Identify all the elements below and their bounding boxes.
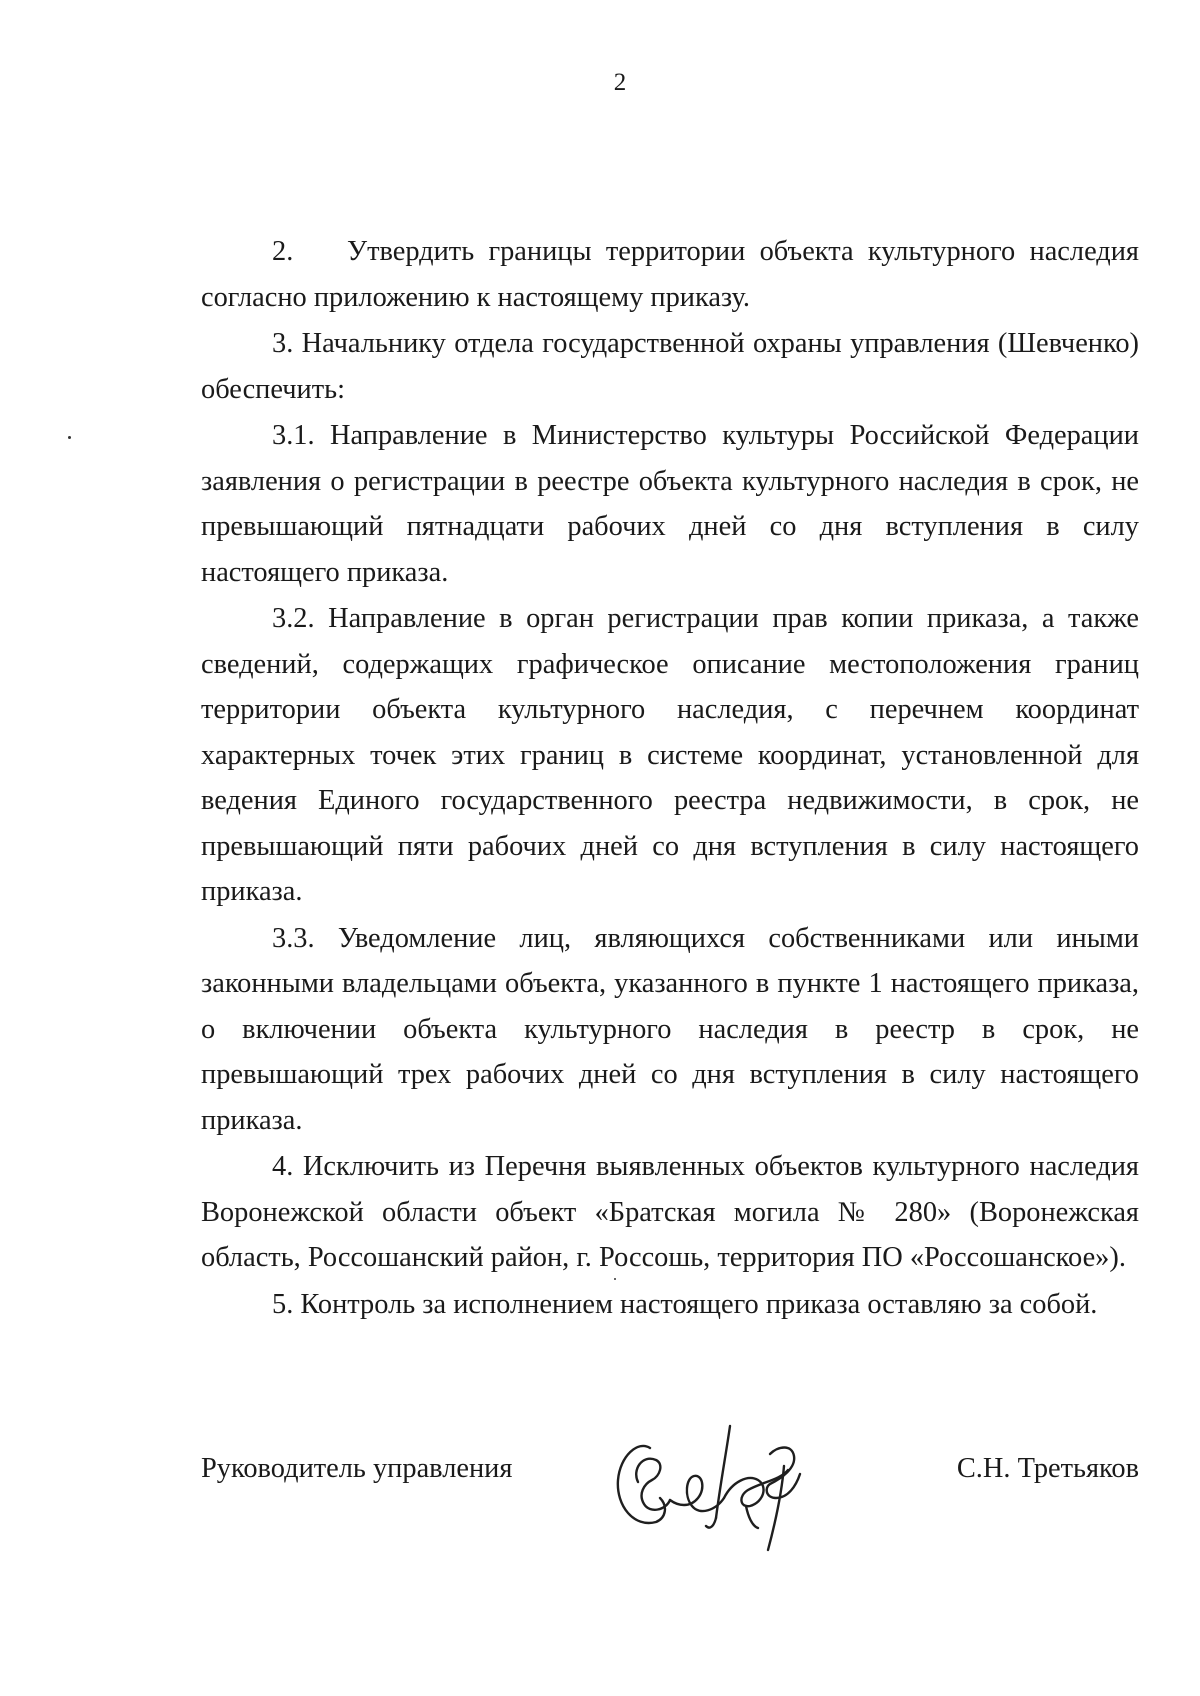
paragraph-5: 5. Контроль за исполнением настоящего приказа оставляю за собой. (272, 1288, 1098, 1320)
paragraph-2-text: Утвердить границы территории объекта культурного наследия согласно приложению к настоящему приказу. (201, 236, 1139, 313)
paragraph-2 (201, 229, 1139, 320)
signatory-position: Руководитель управления (201, 1453, 513, 1484)
paragraph-3-1: 3.1. Направление в Министерство культуры Российской Федерации заявления о регистрации в реестре объекта культурного наследия в срок, не превышающий пятнадцати рабочих дней со дня вступления в силу настоящего приказа. (201, 420, 1139, 588)
scan-speck (68, 436, 71, 439)
signatory-name: С.Н. Третьяков (956, 1453, 1139, 1484)
paragraph-3: 3. Начальнику отдела государственной охраны управления (Шевченко) обеспечить: (201, 328, 1139, 405)
order-body (201, 229, 1139, 1328)
scan-speck (614, 1278, 616, 1280)
paragraph-3-2: 3.2. Направление в орган регистрации прав копии приказа, а также сведений, содержащих графическое описание местоположения границ территории объекта культурного наследия, с перечнем координат характерных точек этих границ в системе координат, установленной для ведения Единого государственного реестра недвижимости, в срок, не превышающий пяти рабочих дней со дня вступления в силу настоящего приказа. (201, 603, 1139, 907)
paragraph-2-number: 2. (272, 236, 294, 267)
page-number: 2 (613, 69, 627, 96)
handwritten-signature (598, 1410, 818, 1560)
paragraph-3-3: 3.3. Уведомление лиц, являющихся собственниками или иными законными владельцами объекта, указанного в пункте 1 настоящего приказа, о включении объекта культурного наследия в реестр в срок, не превышающий трех рабочих дней со дня вступления в силу настоящего приказа. (201, 922, 1139, 1136)
paragraph-4: 4. Исключить из Перечня выявленных объектов культурного наследия Воронежской области объект «Братская могила № 280» (Воронежская область, Россошанский район, г. Россошь, территория ПО «Россошанское»). (201, 1151, 1139, 1273)
signature-block (201, 1410, 1139, 1560)
